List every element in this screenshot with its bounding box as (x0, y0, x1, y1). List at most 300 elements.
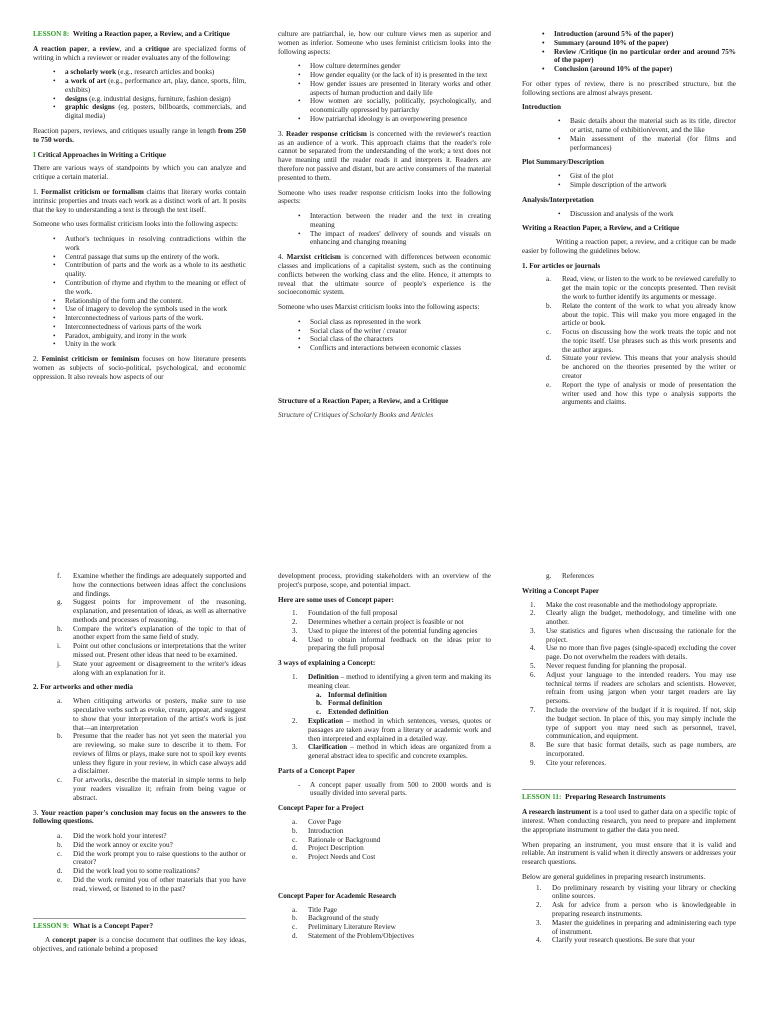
item-bold: graphic designs (65, 103, 115, 112)
list-item (308, 699, 491, 708)
list-item (278, 743, 491, 761)
item-marker: g. (546, 572, 552, 580)
analysis-list (522, 210, 736, 219)
list-item (278, 853, 491, 862)
item-marker: 2. (530, 609, 536, 618)
lesson-8-title: Writing a Reaction paper, a Review, and a Critique (72, 30, 230, 38)
item-text: Background of the study (308, 914, 379, 923)
item-marker: b. (292, 914, 298, 923)
conclusion-text: Your reaction paper's conclusion may focus on the answers to the following questions. (33, 808, 246, 826)
list-item (522, 936, 736, 945)
item-text: Used to obtain informal feedback on the ideas prior to preparing the full proposal (308, 635, 491, 653)
formalist-text: claims that literary works contain intrinsic properties and treats each work as a distinct work of art. It posits that the key to understanding a text is through the text itself. (33, 187, 246, 214)
item-marker: c. (546, 328, 551, 337)
intro-comma: , (87, 44, 93, 53)
item-marker: 3. (292, 626, 298, 635)
item-marker: j. (57, 659, 61, 668)
marxist-aspects-list (278, 318, 491, 353)
item-text: Use no more than five pages (single-spaced) excluding the cover page. Do not overwhelm the readers with details. (546, 644, 736, 662)
item-marker: 3. (536, 918, 542, 927)
list-item (530, 601, 736, 610)
reader-text: is concerned with the reviewer's reaction as an audience of a work. This approach claims that the reader's role cannot be separated from the understanding of the work; a text does not have meaning until the reader reads it and interprets it. Readers are therefore not passive and distant, but are active consumers of the material presented to them. (278, 129, 491, 182)
item-marker: b. (57, 732, 63, 741)
list-item (530, 741, 736, 759)
lesson-11-title: Preparing Research Instruments (565, 793, 666, 802)
item-text: Compare the writer's explanation of the topic to that of another expert from the same field of study. (73, 624, 246, 642)
item-marker: a. (57, 832, 62, 841)
length-paragraph (33, 127, 246, 145)
list-item (522, 328, 736, 354)
item-text: Foundation of the full proposal (308, 609, 398, 618)
item-text: Examine whether the findings are adequately supported and how the connections between ideas affect the conclusions and findings. (73, 572, 246, 598)
list-item: • Interconnectedness of various parts of the work. (33, 314, 246, 323)
list-item (522, 919, 736, 937)
item-marker: d. (292, 932, 298, 940)
item-text: Statement of the Problem/Objectives (308, 932, 414, 940)
conclusion-questions-list (33, 832, 246, 893)
list-item (522, 901, 736, 919)
item-text: Clearly align the budget, methodology, and timeline with one another. (546, 609, 736, 627)
term-review: a review (92, 44, 120, 53)
item-bold: a work of art (65, 77, 107, 86)
item-marker: 7. (530, 705, 536, 714)
item-marker: 1. (292, 609, 298, 618)
item-text: Do preliminary research by visiting your library or checking online sources. (552, 883, 736, 901)
list-item (33, 642, 246, 660)
intro-and: , and (119, 44, 139, 53)
list-item (33, 572, 246, 598)
marxist-paragraph (278, 253, 491, 297)
item-text: Be sure that basic format details, such as page numbers, are incorporated. (546, 741, 736, 758)
concept-a: A (45, 936, 53, 945)
list-item (278, 717, 491, 743)
bottom-column-1 (33, 572, 246, 1024)
item-marker: b. (292, 826, 298, 835)
list-item (278, 627, 491, 636)
length-bold: from 250 to 750 words. (33, 127, 246, 144)
list-item: • Main assessment of the material (for films and performances) (538, 135, 736, 153)
item-text: Formal definition (328, 699, 383, 708)
item-text: Did the work remind you of other materials that you have read, viewed, or listened to in the past? (73, 876, 246, 893)
list-item (278, 827, 491, 836)
item-marker: 1. (530, 600, 536, 609)
artworks-heading: 2. For artworks and other media (33, 683, 133, 692)
list-item (530, 609, 736, 627)
item-text: Did the work prompt you to raise questions to the author or creator? (73, 849, 246, 867)
list-item: • Relationship of the form and the content. (33, 297, 246, 306)
list-item (33, 625, 246, 643)
uses-list (278, 609, 491, 653)
term-reaction-paper: A reaction paper (33, 44, 88, 53)
item-text: Title Page (308, 905, 338, 914)
item-marker: a. (546, 275, 551, 284)
item-text: Use statistics and figures when discussing the rationale for the project. (546, 626, 736, 644)
lesson-8-heading (33, 30, 246, 39)
formalist-paragraph (33, 188, 246, 214)
concept-continued: development process, providing stakeholders with an overview of the project's purpose, scope, and potential impact. (278, 572, 491, 589)
item-marker: 1. (536, 883, 542, 892)
plot-summary-heading: Plot Summary/Description (522, 158, 605, 167)
critical-approaches-heading (33, 151, 246, 160)
feminist-aspects-list (278, 62, 491, 123)
item-marker: f. (57, 572, 62, 580)
item-text: Make the cost reasonable and the methodology appropriate. (546, 600, 718, 609)
list-item (522, 302, 736, 328)
references-item-list (522, 572, 736, 581)
item-bold: a scholarly work (65, 68, 117, 77)
item-marker: 4. (536, 936, 542, 945)
item-marker: e. (546, 380, 551, 389)
item-marker: 8. (530, 741, 536, 750)
section-prefix: I (33, 150, 36, 159)
item-number: 4. (278, 253, 287, 262)
introduction-list (522, 117, 736, 152)
item-marker: c. (57, 849, 62, 858)
item-marker: c. (57, 776, 62, 785)
lesson-9-title: What is a Concept Paper? (72, 921, 154, 930)
item-number: 3. (33, 808, 41, 817)
writing-concept-list (522, 601, 736, 768)
list-item (522, 572, 736, 581)
item-marker: 6. (530, 670, 536, 679)
item-marker: 2. (292, 716, 298, 725)
writing-concept-heading: Writing a Concept Paper (522, 586, 600, 595)
concept-term: concept paper (52, 936, 97, 945)
list-item: • Review /Critique (in no particular order and around 75% of the paper) (522, 48, 736, 66)
item-marker: c. (316, 708, 321, 717)
list-item (522, 354, 736, 380)
list-item: • Basic details about the material such as its title, director or artist, name of exhibition/event, and the like (538, 117, 736, 135)
list-item (278, 844, 491, 853)
item-text: Project Needs and Cost (308, 853, 376, 862)
item-text: Rationale or Background (308, 835, 381, 844)
list-item (33, 776, 246, 802)
list-item: • The impact of readers' delivery of sounds and visuals on enhancing and changing meaning (278, 230, 491, 248)
item-marker: 5. (530, 662, 536, 671)
definition-text: – method to identifying a given term and making its meaning clear. (308, 673, 491, 690)
project-heading: Concept Paper for a Project (278, 804, 364, 813)
item-text: Cover Page (308, 817, 342, 826)
list-item: • Interaction between the reader and the text in creating meaning (278, 212, 491, 230)
top-column-3 (522, 30, 736, 535)
item-text: Did the work hold your interest? (73, 832, 167, 841)
bottom-column-3 (522, 572, 736, 1024)
item-text: For artworks, describe the material in simple terms to help your readers visualize it; refrain from being vague or abstract. (73, 776, 246, 802)
lesson-8-number: LESSON 8: (33, 30, 70, 38)
list-item (33, 68, 246, 77)
item-marker: 4. (530, 644, 536, 653)
item-marker: a. (292, 817, 297, 826)
list-item: • Social class of the writer / creator (278, 327, 491, 336)
list-item (33, 660, 246, 678)
structure-heading: Structure of a Reaction Paper, a Review, and a Critique (278, 397, 449, 405)
list-item (33, 77, 246, 95)
item-text: Point out other conclusions or interpretations that the writer missed out. Present other ideas that need to be examined. (73, 642, 246, 660)
definition-types-list (308, 691, 491, 717)
list-item: • Use of imagery to develop the symbols used in the work (33, 305, 246, 314)
length-text: Reaction papers, reviews, and critiques usually range in length (33, 127, 219, 136)
parts-list (278, 781, 491, 799)
ways-heading: 3 ways of explaining a Concept: (278, 659, 376, 668)
feminist-paragraph (33, 355, 246, 381)
list-item (33, 103, 246, 121)
list-item: • Social class as represented in the work (278, 318, 491, 327)
list-item: • Interconnectedness of various parts of the work (33, 323, 246, 332)
concept-text: is a concise document that outlines the key ideas, objectives, and rationale behind a proposed (33, 936, 246, 954)
item-text: Presume that the reader has not yet seen the material you are reviewing, so make sure to describe it to them. For reviews of films or plays, make sure not to spoil key events unless they figure in your review, in which case always add a disclaimer. (73, 732, 246, 776)
item-marker: d. (292, 844, 298, 853)
list-item: • Simple description of the artwork (538, 181, 736, 190)
item-text: (eg. posters, billboards, commercials, and digital media) (65, 103, 246, 121)
marxist-text: is concerned with differences between economic classes and implications of a capitalist system, such as the continuing conflicts between the working class and the elite. Hence, it attempts to reveal that the ultimate source of people's experience is the socioeconomic system. (278, 253, 491, 297)
list-item (278, 636, 491, 654)
item-text: Did the work lead you to some realizations? (73, 867, 200, 876)
item-marker: b. (57, 840, 63, 849)
item-text: When critiquing artworks or posters, make sure to use speculative verbs such as evoke, create, appear, and suggest to show that your interpretation of the artist's work is just that—an interpretation (73, 697, 246, 732)
analysis-heading: Analysis/Interpretation (522, 195, 594, 204)
list-item (33, 876, 246, 894)
other-reviews-paragraph: For other types of review, there is no prescribed structure, but the following sections are almost always present. (522, 79, 736, 97)
list-item (530, 671, 736, 706)
item-marker: i. (57, 642, 61, 651)
bottom-page-section (0, 572, 768, 1024)
list-item (530, 759, 736, 768)
intro-rest: are specialized forms of writing in which a reviewer or reader evaluates any of the following: (33, 44, 246, 62)
introduction-heading: Introduction (522, 103, 562, 112)
item-marker: a. (292, 905, 297, 914)
item-text: (e.g., research articles and books) (116, 68, 215, 77)
item-marker: 3. (292, 743, 298, 752)
item-text: Extended definition (328, 708, 389, 717)
item-text: Preliminary Literature Review (308, 923, 396, 932)
item-text: Used to pique the interest of the potential funding agencies (308, 626, 478, 635)
lesson-9-number: LESSON 9: (33, 921, 70, 930)
item-marker: b. (546, 301, 552, 310)
marxist-term: Marxist criticism (286, 253, 341, 262)
item-text: Relate the content of the work to what you already know about the topic. This will make you more engaged in the article or book. (562, 301, 736, 328)
concept-definition-paragraph (33, 936, 246, 954)
list-item (33, 598, 246, 624)
list-item: • How gender equality (or the lack of it) is presented in the text (278, 71, 491, 80)
top-page-section (0, 30, 768, 535)
list-item (33, 697, 246, 732)
list-item: • Social class of the characters (278, 335, 491, 344)
list-item (278, 818, 491, 827)
list-item: • Author's techniques in resolving contradictions within the work (33, 235, 246, 253)
item-number: 1. (33, 187, 42, 196)
list-item (530, 706, 736, 741)
bottom-column-2 (278, 572, 491, 1024)
item-text: References (562, 572, 594, 580)
list-item (33, 832, 246, 841)
lesson-9-heading (33, 918, 246, 931)
list-item: • How culture determines gender (278, 62, 491, 71)
list-item (278, 914, 491, 923)
lesson-11-number: LESSON 11: (522, 793, 562, 802)
articles-guidelines-list (522, 275, 736, 407)
list-item (522, 275, 736, 301)
top-column-1 (33, 30, 246, 535)
list-item: • Conclusion (around 10% of the paper) (522, 65, 736, 74)
articles-heading: 1. For articles or journals (522, 261, 601, 270)
item-marker: d. (57, 867, 63, 876)
list-item (33, 95, 246, 104)
academic-parts-list (278, 906, 491, 941)
explication-term: Explication (308, 716, 344, 725)
feminist-term: Feminist criticism or feminism (41, 355, 140, 364)
item-number: 2. (33, 355, 42, 364)
item-text: Clarify your research questions. Be sure that your (552, 936, 695, 945)
item-marker: 2. (536, 901, 542, 910)
formalist-aspects-list (33, 235, 246, 349)
list-item: • How gender issues are presented in literary works and other aspects of human production and daily life (278, 80, 491, 98)
term-critique: a critique (138, 44, 170, 53)
list-item: • How patriarchal ideology is an overpowering presence (278, 115, 491, 124)
list-item (522, 381, 736, 407)
item-text: Focus on discussing how the work treats the topic and not the topic itself. Use phrases such as this work presents and the author argues. (562, 328, 736, 354)
list-item: • How women are socially, politically, psychologically, and economically oppressed by patriarchy (278, 97, 491, 115)
instrument-guidelines-list (522, 884, 736, 945)
ways-paragraph: There are various ways of standpoints by which you can analyze and critique a certain material. (33, 164, 246, 182)
item-text: Did the work annoy or excite you? (73, 840, 173, 849)
critique-parts-list (522, 30, 736, 74)
item-text: Project Description (308, 844, 364, 853)
articles-guidelines-continued (33, 572, 246, 677)
list-item: • Unity in the work (33, 340, 246, 349)
top-column-2 (278, 30, 491, 535)
list-item (278, 673, 491, 717)
list-item (278, 906, 491, 915)
intro-paragraph (33, 45, 246, 63)
item-text: Determines whether a certain project is feasible or not (308, 618, 464, 627)
ways-list (278, 673, 491, 761)
list-item: - A concept paper usually from 500 to 2000 words and is usually divided into several parts. (278, 781, 491, 799)
item-text: Never request funding for planning the proposal. (546, 662, 687, 671)
list-item: • Discussion and analysis of the work (538, 210, 736, 219)
instrument-text: is a tool used to gather data on a specific topic of interest. When conducting research, you need to prepare and implement the appropriate instrument to gather the data you need. (522, 808, 736, 834)
list-item: • Gist of the plot (538, 172, 736, 181)
item-text: State your agreement or disagreement to the writer's ideas along with an explanation for it. (73, 659, 246, 677)
item-marker: 3. (530, 626, 536, 635)
list-item (530, 627, 736, 645)
item-text: Master the guidelines in preparing and administering each type of instrument. (552, 918, 736, 936)
explication-text: – method in which sentences, verses, quotes or passages are taken away from a literary or academic work and then interpreted and explained in a detailed way. (308, 716, 491, 743)
item-marker: h. (57, 624, 63, 633)
reader-term: Reader response criticism (286, 129, 367, 138)
item-text: Adjust your language to the intended readers. You may use technical terms if readers are scholars and scientists. However, refrain from using jargon when your target readers are lay persons. (546, 670, 736, 706)
item-marker: a. (316, 690, 322, 699)
reader-aspects-list (278, 212, 491, 247)
list-item: • Summary (around 10% of the paper) (522, 39, 736, 48)
item-text: Situate your review. This means that your analysis should be anchored on the theories presented by the writer or creator (562, 354, 736, 380)
item-marker: 4. (292, 635, 298, 644)
item-text: (e.g., performance art, play, dance, sports, film, exhibits) (65, 77, 246, 94)
list-item: • Central passage that sums up the entirety of the work. (33, 253, 246, 262)
item-text: Informal definition (328, 690, 387, 699)
item-marker: d. (546, 354, 552, 363)
list-item (530, 662, 736, 671)
validity-paragraph: When preparing an instrument, you must ensure that it is valid and reliable. An instrument is valid when it directly answers or addresses your research questions. (522, 840, 736, 867)
feminist-continued: culture are patriarchal, ie, how our culture views men as superior and women as inferior. Someone who uses feminist criticism looks into the following aspects: (278, 30, 491, 56)
lesson-11-heading (522, 789, 736, 802)
parts-heading: Parts of a Concept Paper (278, 766, 356, 775)
formalist-lead: Someone who uses formalist criticism looks into the following aspects: (33, 220, 239, 229)
plot-list (522, 172, 736, 190)
item-marker: a. (57, 697, 62, 706)
list-item: • Contribution of rhyme and rhythm to the meaning or effect of the work. (33, 279, 246, 297)
writing-reaction-paragraph: Writing a reaction paper, a review, and a critique can be made easier by following the guidelines below. (522, 238, 736, 255)
item-marker: 2. (292, 618, 298, 627)
academic-heading: Concept Paper for Academic Research (278, 891, 397, 900)
list-item (530, 644, 736, 662)
item-text: (e.g. industrial designs, furniture, fashion design) (87, 94, 231, 103)
list-item (522, 884, 736, 902)
item-marker: c. (292, 835, 297, 844)
section-title: Critical Approaches in Writing a Critique (37, 150, 166, 159)
item-marker: c. (292, 923, 297, 932)
uses-heading: Here are some uses of Concept paper: (278, 595, 394, 604)
item-marker: 1. (292, 673, 298, 682)
feminist-text: focuses on how literature presents women as subjects of socio-political, psychological, and economic oppression. It also reveals how aspects of our (33, 355, 246, 381)
item-text: Include the overview of the budget if it is required. If not, skip the budget section. In place of this, you may simply include the type of support you may need such as personnel, travel, communication, and equipment. (546, 705, 736, 741)
list-item (33, 732, 246, 776)
item-text: Suggest points for improvement of the reasoning, explanation, and presentation of ideas, as well as alternative methods and processes of reasoning. (73, 598, 246, 624)
list-item (308, 691, 491, 700)
item-marker: b. (316, 699, 322, 708)
item-text: Introduction (308, 826, 344, 835)
guidelines-intro: Below are general guidelines in preparing research instruments. (522, 872, 706, 881)
formalist-term: Formalist criticism or formalism (41, 187, 144, 196)
clarification-text: – method in which ideas are organized from a general abstract idea to specific and concrete examples. (308, 743, 491, 761)
list-item (33, 867, 246, 876)
item-marker: 9. (530, 758, 536, 767)
list-item: • Contribution of parts and the work as a whole to its aesthetic quality. (33, 261, 246, 279)
instrument-paragraph (522, 808, 736, 834)
list-item (33, 850, 246, 868)
structure-subheading: Structure of Critiques of Scholarly Books and Articles (278, 410, 434, 419)
item-text: Ask for advice from a person who is knowledgeable in preparing research instruments. (552, 901, 736, 918)
list-item (278, 836, 491, 845)
reader-lead: Someone who uses reader response criticism looks into the following aspects: (278, 188, 491, 206)
item-marker: g. (57, 598, 63, 607)
marxist-lead: Someone who uses Marxist criticism looks into the following aspects: (278, 303, 480, 312)
item-text: Cite your references. (546, 758, 607, 767)
list-item (278, 932, 491, 941)
list-item (33, 841, 246, 850)
item-marker: e. (292, 853, 297, 862)
reader-paragraph (278, 130, 491, 183)
clarification-term: Clarification (308, 743, 348, 752)
item-number: 3. (278, 129, 287, 138)
list-item (278, 923, 491, 932)
list-item (278, 609, 491, 618)
artworks-guidelines-list (33, 697, 246, 802)
list-item (308, 708, 491, 717)
item-marker: e. (57, 876, 62, 884)
definition-term: Definition (308, 673, 339, 682)
list-item (278, 618, 491, 627)
item-text: Read, view, or listen to the work to be reviewed carefully to get the main topic or the concepts presented. Then revisit the work to further identify its arguments or message. (562, 275, 736, 301)
writing-reaction-heading: Writing a Reaction Paper, a Review, and a Critique (522, 224, 680, 233)
instrument-term: A research instrument (522, 808, 591, 817)
list-item: • Paradox, ambiguity, and irony in the work (33, 332, 246, 341)
list-item: • Conflicts and interactions between economic classes (278, 344, 491, 353)
list-item: • Introduction (around 5% of the paper) (522, 30, 736, 39)
forms-list (33, 68, 246, 121)
project-parts-list (278, 818, 491, 862)
item-text: Report the type of analysis or mode of presentation the writer used and how this type o analysis supports the arguments and claims. (562, 380, 736, 407)
conclusion-paragraph (33, 809, 246, 827)
